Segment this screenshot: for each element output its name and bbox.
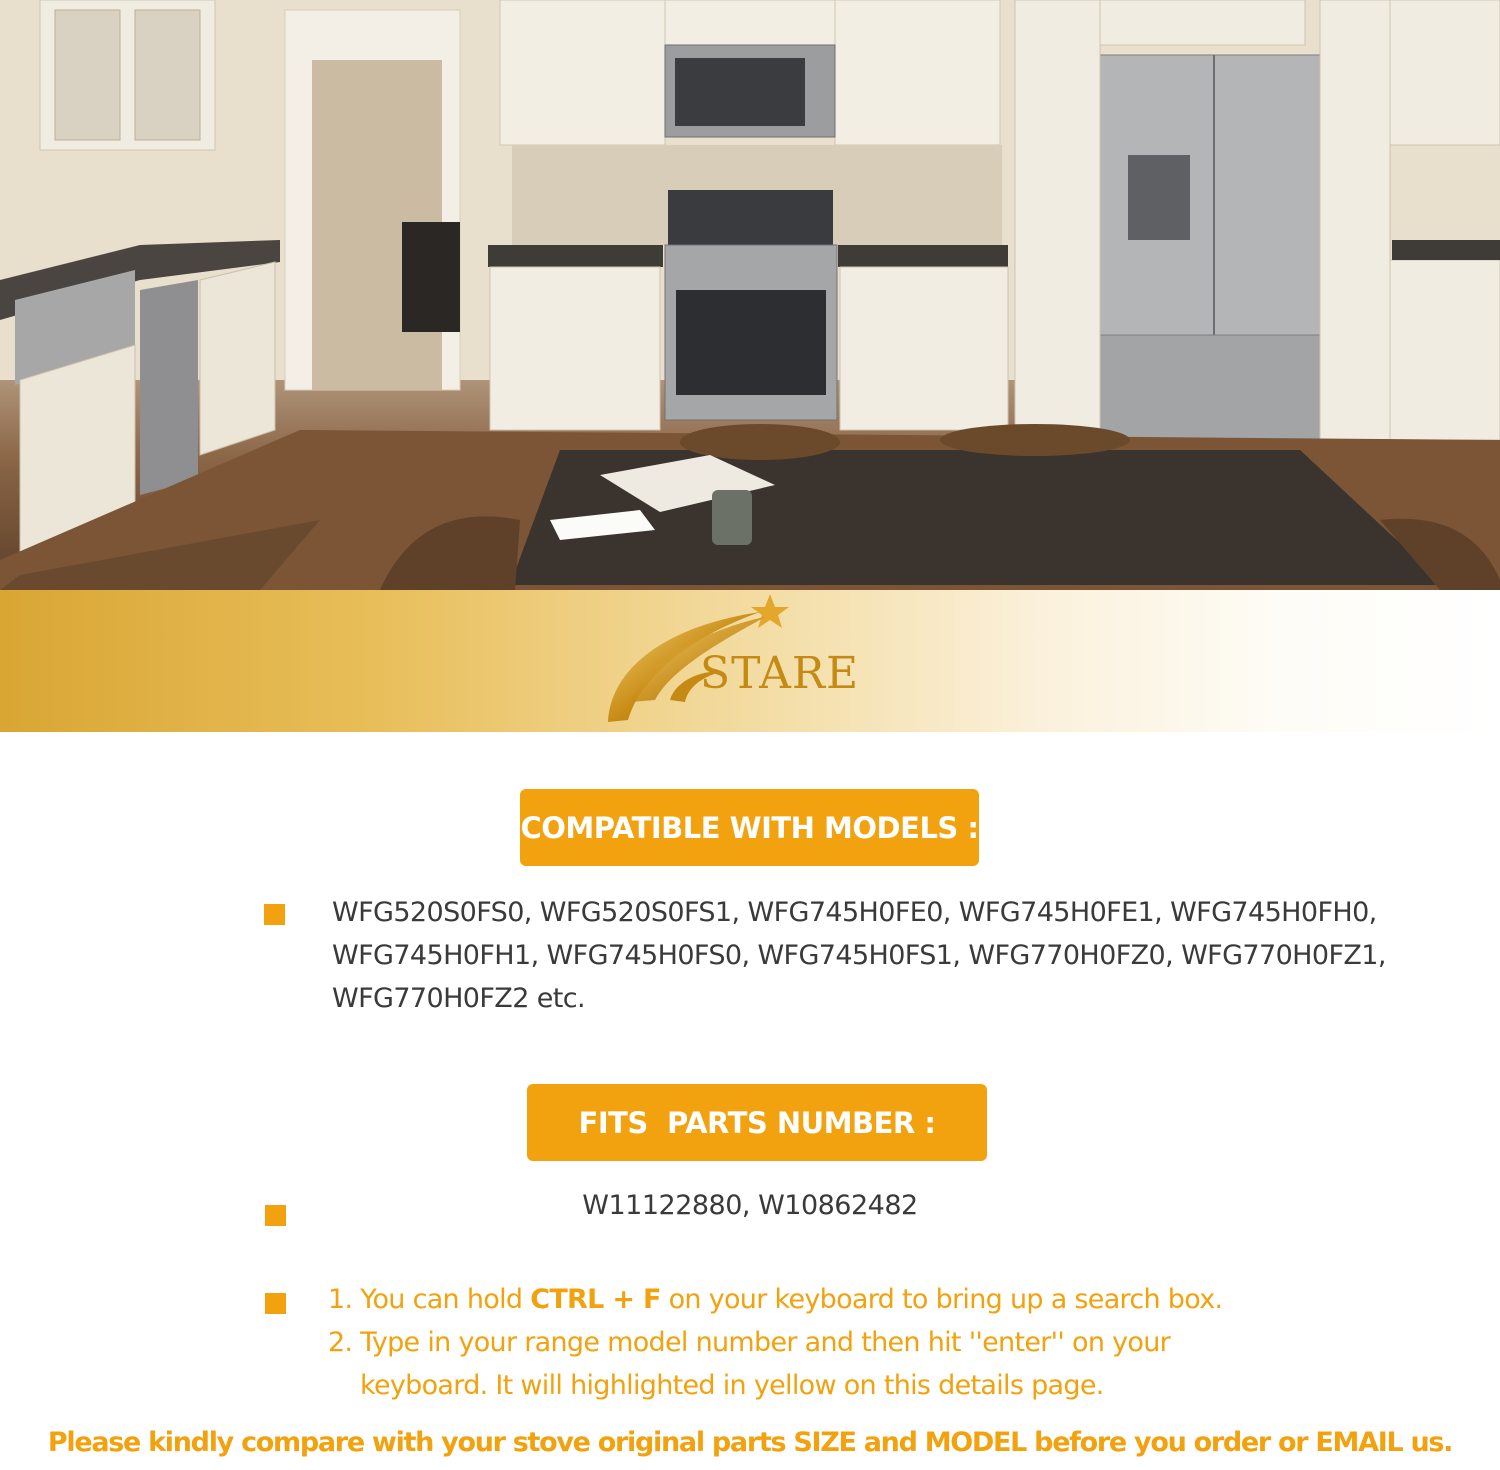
instruction-step-2-continued: keyboard. It will highlighted in yellow on this details page.	[360, 1370, 1104, 1401]
square-bullet-icon	[265, 1293, 286, 1314]
kitchen-photo	[0, 0, 1500, 590]
instruction-step-1-prefix: 1. You can hold	[328, 1284, 531, 1315]
models-list	[332, 891, 1422, 1020]
square-bullet-icon	[264, 904, 285, 925]
instruction-step-2: 2. Type in your range model number and then hit ''enter'' on your	[328, 1327, 1171, 1358]
keyboard-shortcut: CTRL + F	[530, 1284, 661, 1315]
kitchen-scene-illustration	[0, 0, 1500, 590]
compatible-models-heading: COMPATIBLE WITH MODELS :	[520, 789, 979, 866]
parts-number-list: W11122880, W10862482	[582, 1190, 918, 1221]
models-line: WFG745H0FH1, WFG745H0FS0, WFG745H0FS1, WFG770H0FZ0, WFG770H0FZ1,	[332, 940, 1386, 971]
models-line: WFG520S0FS0, WFG520S0FS1, WFG745H0FE0, WFG745H0FE1, WFG745H0FH0,	[332, 897, 1377, 928]
instruction-step-1-suffix: on your keyboard to bring up a search box.	[660, 1284, 1223, 1315]
brand-name: STARE	[700, 648, 860, 699]
models-line: WFG770H0FZ2 etc.	[332, 983, 585, 1014]
instruction-step-1	[328, 1284, 1222, 1315]
compare-notice: Please kindly compare with your stove original parts SIZE and MODEL before you order or EMAIL us.	[47, 1427, 1453, 1458]
parts-number-heading: FITS PARTS NUMBER :	[527, 1084, 987, 1161]
